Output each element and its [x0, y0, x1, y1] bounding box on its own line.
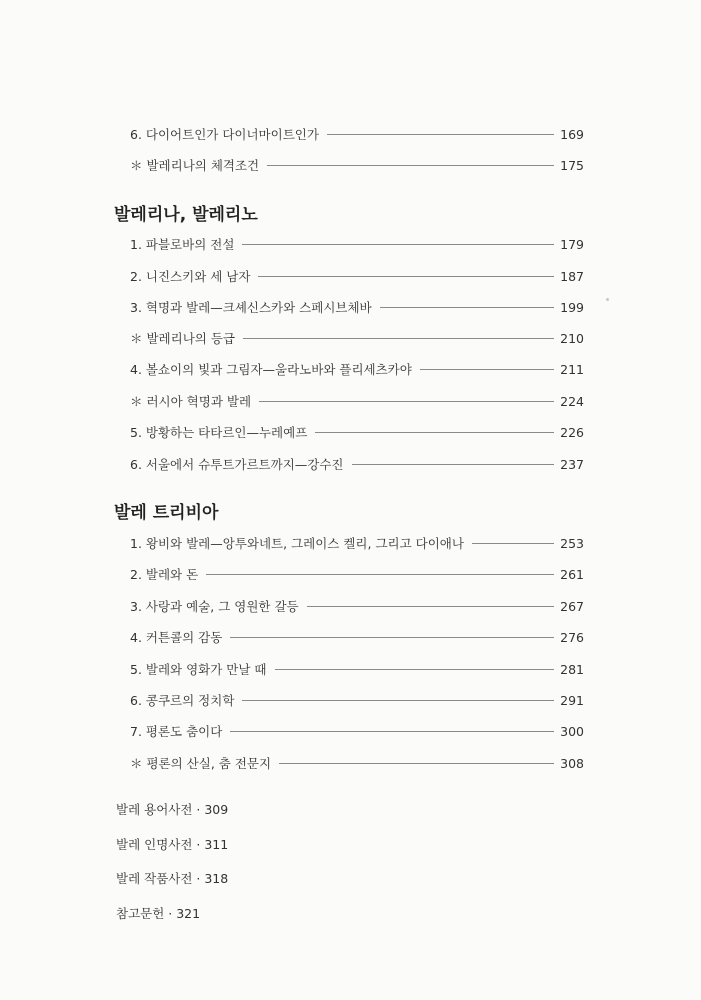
entry-title: ＊ 발레리나의 등급	[130, 331, 235, 346]
appendix-item[interactable]: 발레 작품사전 · 318	[116, 871, 229, 886]
toc-entry[interactable]	[130, 721, 584, 741]
entry-page-number: 199	[560, 299, 584, 315]
entry-page-number: 224	[560, 393, 584, 409]
entry-page-number: 267	[560, 598, 584, 614]
entry-title: ＊ 발레리나의 체격조건	[130, 158, 260, 173]
entry-title: 3. 혁명과 발레—크셰신스카와 스페시브체바	[130, 300, 372, 315]
toc-entry[interactable]	[130, 690, 584, 710]
toc-entry[interactable]	[130, 155, 584, 175]
entry-page-number: 175	[560, 157, 584, 173]
dot-leader	[206, 574, 554, 575]
dot-leader	[230, 731, 554, 732]
entry-page-number: 169	[560, 126, 584, 142]
entry-page-number: 187	[560, 268, 584, 284]
dot-leader	[472, 543, 554, 544]
dot-leader	[307, 606, 555, 607]
dot-leader	[327, 134, 554, 135]
entry-page-number: 291	[560, 692, 584, 708]
dot-leader	[258, 276, 554, 277]
dot-leader	[242, 244, 554, 245]
toc-entry[interactable]	[130, 533, 584, 553]
dot-leader	[242, 700, 554, 701]
section-heading: 발레리나, 발레리노	[114, 205, 258, 225]
toc-entry[interactable]	[130, 454, 584, 474]
entry-page-number: 276	[560, 629, 584, 645]
toc-entry[interactable]	[130, 422, 584, 442]
dot-leader	[243, 338, 554, 339]
appendix-item[interactable]: 발레 인명사전 · 311	[116, 837, 229, 852]
entry-page-number: 237	[560, 456, 584, 472]
toc-entry[interactable]	[130, 266, 584, 286]
toc-entry[interactable]	[130, 234, 584, 254]
entry-title: ＊ 평론의 산실, 춤 전문지	[130, 756, 272, 771]
toc-entry[interactable]	[130, 124, 584, 144]
entry-title: 6. 다이어트인가 다이너마이트인가	[130, 127, 319, 142]
section-heading: 발레 트리비아	[114, 503, 219, 523]
dot-leader	[380, 307, 555, 308]
toc-entry[interactable]	[130, 328, 584, 348]
entry-title: 6. 서울에서 슈투트가르트까지—강수진	[130, 457, 344, 472]
toc-entry[interactable]	[130, 596, 584, 616]
entry-title: 2. 니진스키와 세 남자	[130, 269, 251, 284]
entry-page-number: 179	[560, 236, 584, 252]
entry-title: 1. 왕비와 발레—앙투와네트, 그레이스 켈리, 그리고 다이애나	[130, 536, 464, 551]
entry-page-number: 226	[560, 424, 584, 440]
toc-entry[interactable]	[130, 564, 584, 584]
toc-entry[interactable]	[130, 391, 584, 411]
entry-title: 2. 발레와 돈	[130, 567, 199, 582]
entry-title: 6. 콩쿠르의 정치학	[130, 693, 235, 708]
entry-title: 3. 사랑과 예술, 그 영원한 갈등	[130, 599, 299, 614]
dot-leader	[275, 669, 555, 670]
dot-leader	[315, 432, 554, 433]
entry-page-number: 261	[560, 566, 584, 582]
dot-leader	[259, 401, 554, 402]
entry-page-number: 308	[560, 755, 584, 771]
toc-entry[interactable]	[130, 753, 584, 773]
toc-entry[interactable]	[130, 627, 584, 647]
entry-title: 7. 평론도 춤이다	[130, 724, 223, 739]
entry-page-number: 300	[560, 723, 584, 739]
toc-entry[interactable]	[130, 297, 584, 317]
appendix-item[interactable]: 참고문헌 · 321	[116, 906, 201, 921]
toc-entry[interactable]	[130, 359, 584, 379]
dot-leader	[352, 464, 555, 465]
entry-title: 5. 발레와 영화가 만날 때	[130, 662, 267, 677]
appendix-item[interactable]: 발레 용어사전 · 309	[116, 802, 229, 817]
dot-leader	[230, 637, 554, 638]
dot-leader	[420, 369, 554, 370]
entry-page-number: 253	[560, 535, 584, 551]
entry-page-number: 211	[560, 361, 584, 377]
entry-title: 4. 커튼콜의 감동	[130, 630, 223, 645]
dot-leader	[279, 763, 554, 764]
entry-title: 4. 볼쇼이의 빛과 그림자—울라노바와 플리세츠카야	[130, 362, 412, 377]
entry-title: 1. 파블로바의 전설	[130, 237, 235, 252]
toc-entry[interactable]	[130, 659, 584, 679]
entry-title: 5. 방황하는 타타르인—누레예프	[130, 425, 308, 440]
entry-page-number: 210	[560, 330, 584, 346]
dot-leader	[267, 165, 554, 166]
paper-speck	[606, 298, 609, 301]
entry-title: ＊ 러시아 혁명과 발레	[130, 394, 252, 409]
entry-page-number: 281	[560, 661, 584, 677]
